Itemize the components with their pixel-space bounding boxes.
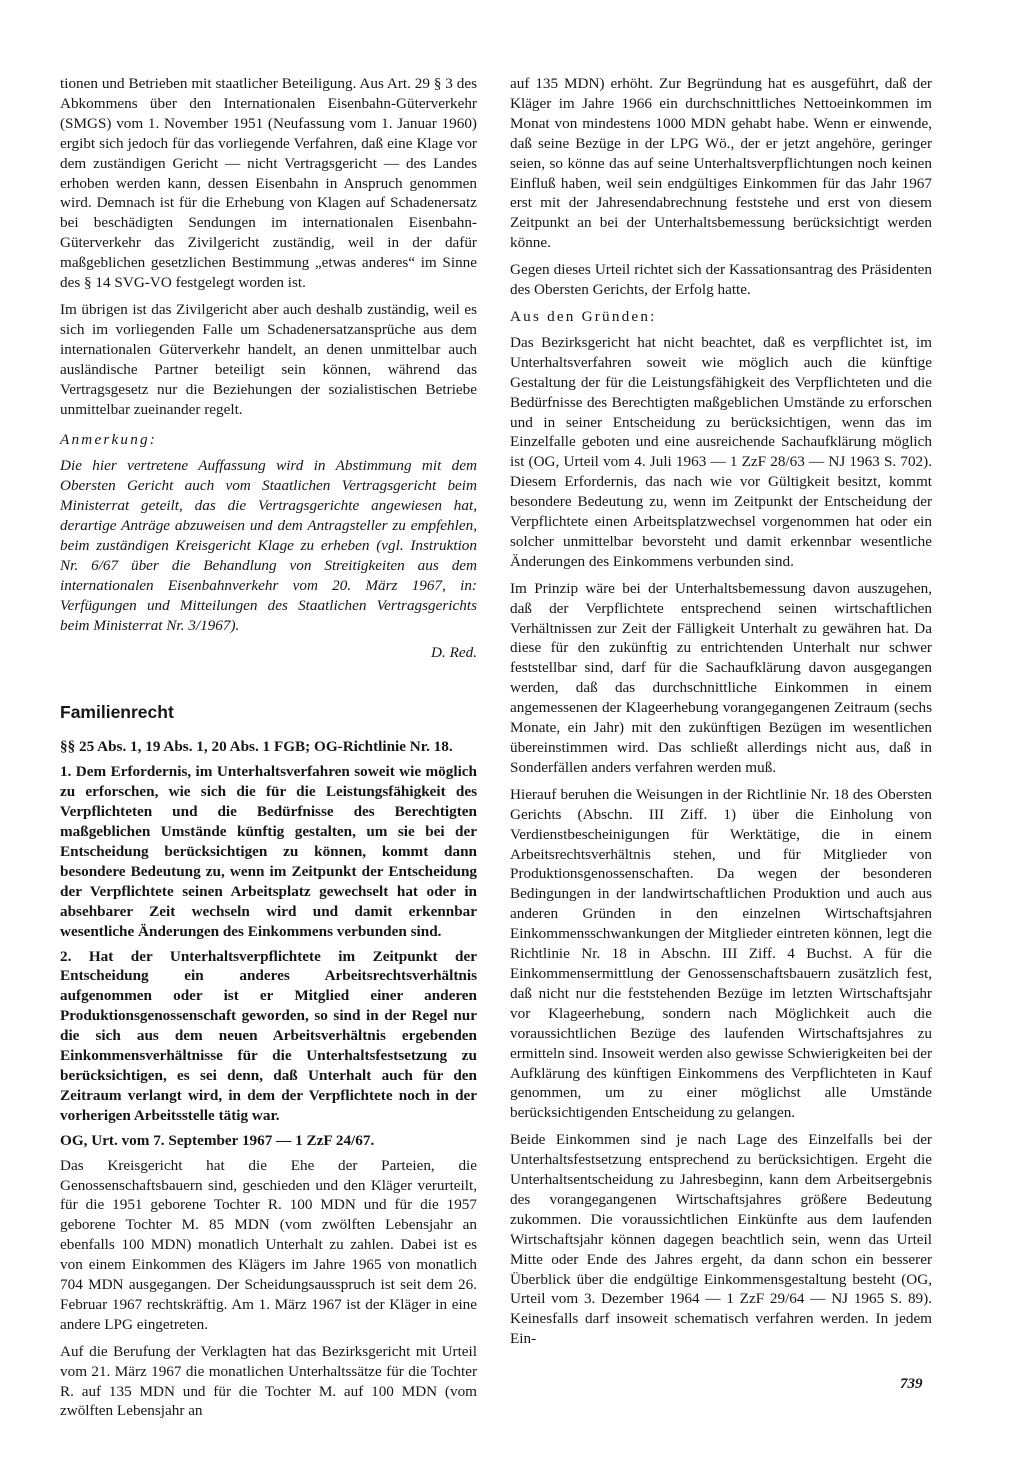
note-text: Die hier vertretene Auffassung wird in Abstimmung mit dem Obersten Gericht auch vom Staatlichen Vertragsgericht beim Ministerrat geteilt, das die Vertragsgerichte angewiesen hat, derartige Anträge abzuweisen und dem Antragsteller zu empfehlen, beim zuständigen Kreisgericht Klage zu erheben (vgl. Instruktion Nr. 6/67 über die Behandlung von Streitigkeiten aus dem internationalen Eisenbahnverkehr vom 20. März 1967, in: Verfügungen und Mitteilungen des Staatlichen Vertragsgerichts beim Ministerrat Nr. 3/1967). (60, 457, 477, 634)
right-column (510, 74, 932, 1356)
headnote-block (60, 737, 477, 1150)
page-number: 739 (900, 1376, 923, 1392)
paragraph: Auf die Berufung der Verklagten hat das Bezirksgericht mit Urteil vom 21. März 1967 die monatlichen Unterhaltssätze für die Tochter R. auf 135 MDN und für die Tochter M. auf 100 MDN (vom zwölften Lebensjahr an (60, 1342, 477, 1420)
paragraph: auf 135 MDN) erhöht. Zur Begründung hat es ausgeführt, daß der Kläger im Jahre 1966 ein durchschnittliches Nettoeinkommen im Monat von mindestens 1000 MDN gehabt habe. Wenn er einwende, daß seine Bezüge in der LPG Wö., der er jetzt angehöre, geringer seien, so könne das auf seine Unterhaltsverpflichtungen noch keinen Einfluß haben, weil sein endgültiges Einkommen für das Jahr 1967 erst mit der Jahresendabrechnung feststehe und erst von diesem Zeitpunkt an bei der Unterhaltsbemessung berücksichtigt werden könne. (510, 75, 932, 252)
paragraph: Beide Einkommen sind je nach Lage des Einzelfalls bei der Unterhaltsfestsetzung entsprechend zu berücksichtigen. Ergeht die Unterhaltsentscheidung zu Jahresbeginn, kann dem Arbeitsergebnis des vorangegangenen Wirtschaftsjahres größere Bedeutung zukommen. Die voraussichtlichen Einkünfte aus dem laufenden Wirtschaftsjahr können dagegen beachtlich sein, wenn das Urteil Mitte oder Ende des Jahres ergeht, da dann schon ein besserer Überblick über die endgültige Einkommensgestaltung besteht (OG, Urteil vom 3. Dezember 1964 — 1 ZzF 29/64 — NJ 1965 S. 89). Keinesfalls darf insoweit schematisch verfahren werden. In jedem Ein- (510, 1131, 932, 1348)
section-title: Familienrecht (60, 702, 174, 723)
paragraph: Im übrigen ist das Zivilgericht aber auch deshalb zuständig, weil es sich im vorliegenden Falle um Schadenersatzansprüche aus dem internationalen Güterverkehr handelt, an denen unmittelbar auch ausländische Partner beteiligt sein können, während das Vertragsgesetz nur die Beziehungen der sozialistischen Betriebe unmittelbar zueinander regelt. (60, 300, 477, 418)
left-column (60, 74, 477, 1428)
paragraph: tionen und Betrieben mit staatlicher Beteiligung. Aus Art. 29 § 3 des Abkommens über den Internationalen Eisenbahn-Güterverkehr (SMGS) vom 1. November 1951 (Neufassung vom 1. Januar 1960) ergibt sich jedoch für das vorliegende Verfahren, daß eine Klage vor dem zuständigen Gericht — nicht Vertragsgericht — des Landes erhoben werden kann, dessen Eisenbahn in Anspruch genommen wird. Demnach ist für die Erhebung von Klagen auf Schadenersatz bei beschädigten Sendungen im internationalen Eisenbahn-Güterverkehr das Zivilgericht zuständig, weil in der dafür maßgeblichen gesetzlichen Bestimmung „etwas anderes“ im Sinne des § 14 SVG-VO festgelegt worden ist. (60, 75, 477, 292)
paragraph: Das Bezirksgericht hat nicht beachtet, daß es verpflichtet ist, im Unterhaltsverfahren soweit wie möglich auch die künftige Gestaltung der für die Leistungsfähigkeit des Verpflichteten und die Bedürfnisse des Berechtigten maßgeblichen Umstände zu erforschen und in seiner Entscheidung zu berücksichtigen, wenn das im Einzelfalle geboten und eine ausreichende Sachaufklärung möglich ist (OG, Urteil vom 4. Juli 1963 — 1 ZzF 28/63 — NJ 1963 S. 702). Diesem Erfordernis, das nach wie vor Gültigkeit besitzt, kommt besondere Bedeutung zu, wenn im Zeitpunkt der Entscheidung der Verpflichtete einen Arbeitsplatzwechsel vorgenommen hat oder ein solcher unmittelbar bevorsteht und damit erkennbar wesentliche Änderungen des Einkommens verbunden sind. (510, 333, 932, 570)
headnote-2: 2. Hat der Unterhaltsverpflichtete im Zeitpunkt der Entscheidung ein anderes Arbeitsrechtsverhältnis aufgenommen oder ist er Mitglied einer anderen Produktionsgenossenschaft geworden, so sind in der Regel nur die sich aus dem neuen Arbeitsverhältnis ergebenden Einkommensverhältnisse für die Unterhaltsfestsetzung zu berücksichtigen, es sei denn, daß Unterhalt auch für den Zeitraum verlangt wird, in dem der Verpflichtete noch in der vorherigen Arbeitsstelle tätig war. (60, 947, 477, 1124)
paragraph: Im Prinzip wäre bei der Unterhaltsbemessung davon auszugehen, daß der Verpflichtete entsprechend seinen wirtschaftlichen Verhältnissen zur Zeit der Fälligkeit Unterhalt zu gewähren hat. Da diese für den zukünftig zu entrichtenden Unterhalt nur schwer feststellbar sind, darf für die Sachaufklärung davon ausgegangen werden, daß das durchschnittliche Einkommen in einem angemessenen der Klageerhebung vorangegangenen Zeitraum (sechs Monate, ein Jahr) mit den zukünftigen Bezügen im wesentlichen übereinstimmen wird. Das schließt allerdings nicht aus, daß in Sonderfällen anders verfahren werden muß. (510, 579, 932, 776)
paragraph: Hierauf beruhen die Weisungen in der Richtlinie Nr. 18 des Obersten Gerichts (Abschn. III Ziff. 1) über die Einholung von Verdienstbescheinigungen für Werktätige, die in einem Arbeitsrechtsverhältnis stehen, und für Mitglieder von Produktionsgenossenschaften. Da wegen der besonderen Bedingungen in der landwirtschaftlichen Produktion und auch aus anderen Gründen in den einzelnen Wirtschaftsjahren Einkommensschwankungen der Mitglieder eintreten können, legt die Richtlinie Nr. 18 in Abschn. III Ziff. 4 Buchst. A für die Einkommensermittlung der Genossenschaftsbauern zusätzlich fest, daß nicht nur die feststehenden Bezüge im letzten Wirtschaftsjahr vor Klageerhebung, sondern nach Möglichkeit auch die voraussichtlichen Bezüge des laufenden Wirtschaftsjahres zu ermitteln sind. Insoweit werden also gewisse Schwierigkeiten bei der Aufklärung des künftigen Einkommens des Verpflichteten in Kauf genommen, um zu einer möglichst alle Umstände berücksichtigenden Entscheidung zu gelangen. (510, 785, 932, 1122)
statute-reference: §§ 25 Abs. 1, 19 Abs. 1, 20 Abs. 1 FGB; OG-Richtlinie Nr. 18. (60, 738, 453, 756)
decision-citation: OG, Urt. vom 7. September 1967 — 1 ZzF 24/67. (60, 1131, 375, 1149)
paragraph: Gegen dieses Urteil richtet sich der Kassationsantrag des Präsidenten des Obersten Gerichts, der Erfolg hatte. (510, 261, 932, 299)
headnote-1: 1. Dem Erfordernis, im Unterhaltsverfahren soweit wie möglich zu erforschen, wie sich die für die Leistungsfähigkeit des Verpflichteten und die Bedürfnisse des Berechtigten maßgeblichen Umstände künftig gestalten, um sie bei der Entscheidung berücksichtigen zu können, kommt dann besondere Bedeutung zu, wenn im Zeitpunkt der Entscheidung der Verpflichtete seinen Arbeitsplatz gewechselt hat oder in absehbarer Zeit wechseln wird und damit erkennbar wesentliche Änderungen des Einkommens verbunden sind. (60, 763, 477, 940)
note-signature: D. Red. (431, 643, 477, 661)
note-heading: Anmerkung: (60, 431, 158, 449)
paragraph: Das Kreisgericht hat die Ehe der Parteien, die Genossenschaftsbauern sind, geschieden und den Kläger verurteilt, für die 1951 geborene Tochter R. 100 MDN und für die 1957 geborene Tochter M. 85 MDN (vom zwölften Lebensjahr an ebenfalls 100 MDN) monatlich Unterhalt zu zahlen. Dabei ist es von einem Einkommen des Klägers im Jahre 1965 von monatlich 704 MDN ausgegangen. Der Scheidungsausspruch ist seit dem 26. Februar 1967 rechtskräftig. Am 1. März 1967 ist der Kläger in eine andere LPG eingetreten. (60, 1156, 477, 1333)
reasons-heading: Aus den Gründen: (510, 307, 657, 325)
